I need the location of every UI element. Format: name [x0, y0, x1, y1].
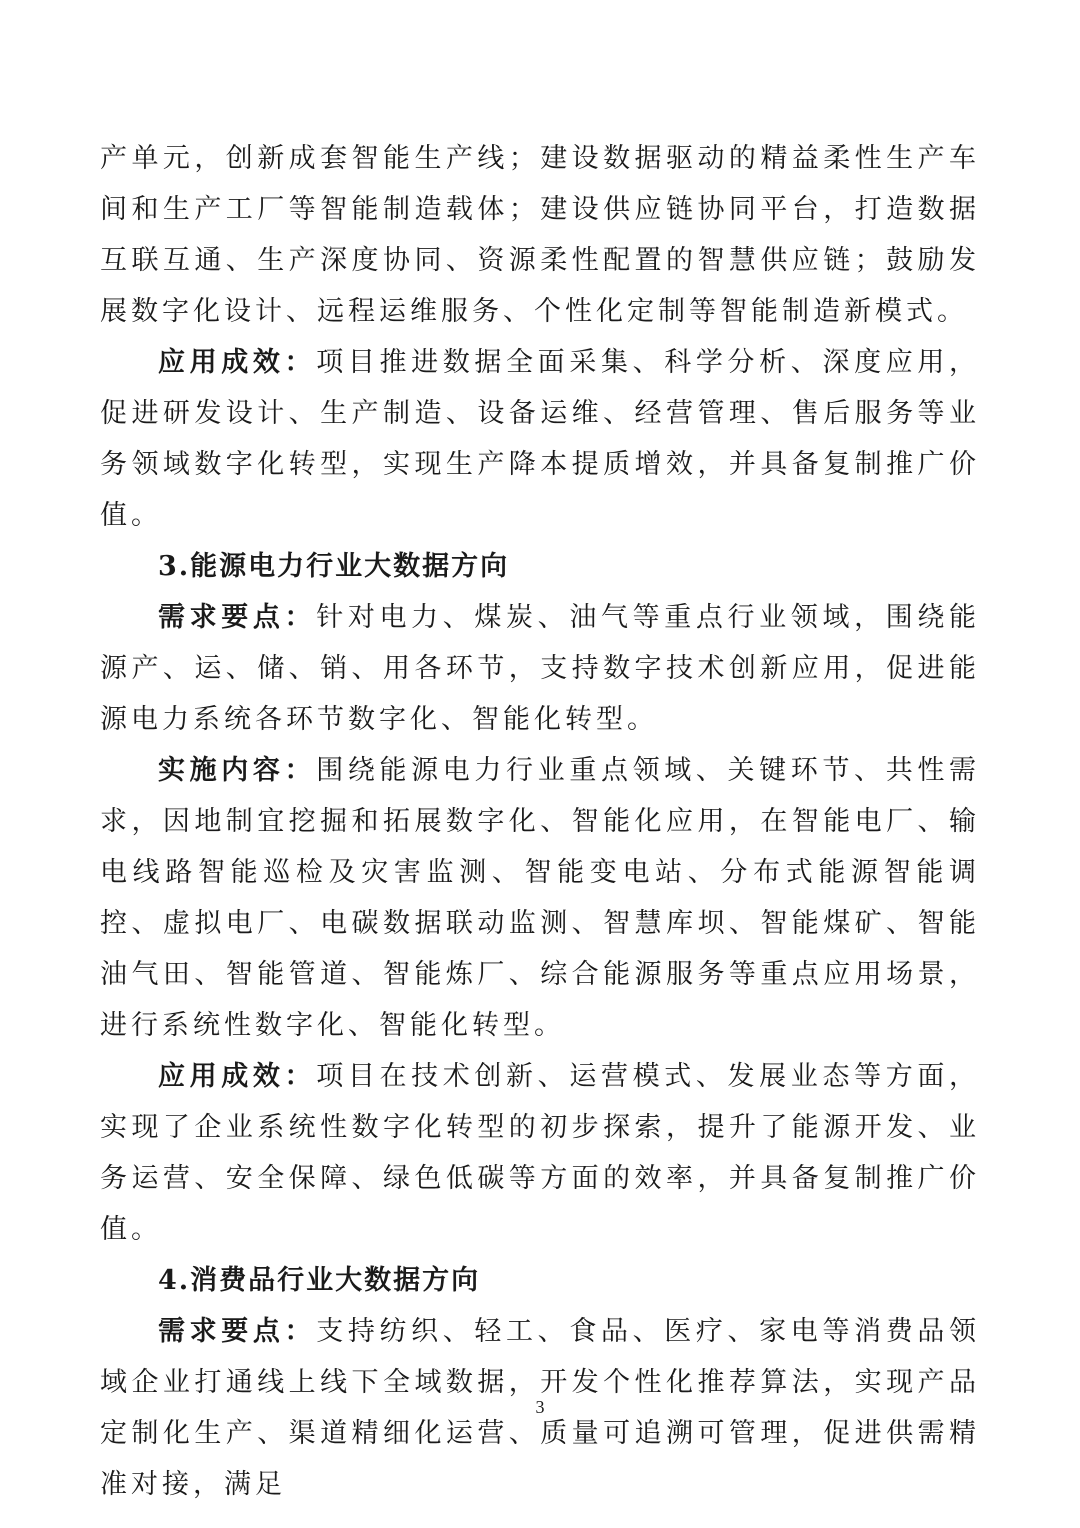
document-body: [100, 133, 980, 1510]
section-heading-consumer-goods: 4.消费品行业大数据方向: [158, 1265, 481, 1296]
paragraph-demand-points: [100, 592, 980, 745]
paragraph-label: 应用成效：: [158, 1061, 317, 1092]
page-number: 3: [535, 1397, 545, 1417]
paragraph-implementation: [100, 745, 980, 1051]
paragraph-label: 需求要点：: [158, 602, 317, 633]
paragraph-application-effect: [100, 337, 980, 541]
paragraph-text: 项目在技术创新、运营模式、发展业态等方面，实现了企业系统性数字化转型的初步探索，提升了能源开发、业务运营、安全保障、绿色低碳等方面的效率，并具备复制推广价值。: [100, 1061, 981, 1245]
paragraph-label: 需求要点：: [158, 1316, 317, 1347]
paragraph-label: 实施内容：: [158, 755, 317, 786]
paragraph-text: 围绕能源电力行业重点领域、关键环节、共性需求，因地制宜挖掘和拓展数字化、智能化应用，在智能电厂、输电线路智能巡检及灾害监测、智能变电站、分布式能源智能调控、虚拟电厂、电碳数据联动监测、智慧库坝、智能煤矿、智能油气田、智能管道、智能炼厂、综合能源服务等重点应用场景，进行系统性数字化、智能化转型。: [100, 755, 981, 1041]
paragraph-text: 支持纺织、轻工、食品、医疗、家电等消费品领域企业打通线上线下全域数据，开发个性化推荐算法，实现产品定制化生产、渠道精细化运营、质量可追溯可管理，促进供需精准对接，满足: [100, 1316, 981, 1500]
paragraph-text: 针对电力、煤炭、油气等重点行业领域，围绕能源产、运、储、销、用各环节，支持数字技术创新应用，促进能源电力系统各环节数字化、智能化转型。: [100, 602, 981, 735]
paragraph-label: 应用成效：: [158, 347, 317, 378]
section-heading-energy: 3.能源电力行业大数据方向: [158, 551, 510, 582]
paragraph-text: 项目推进数据全面采集、科学分析、深度应用，促进研发设计、生产制造、设备运维、经营管理、售后服务等业务领域数字化转型，实现生产降本提质增效，并具备复制推广价值。: [100, 347, 981, 531]
paragraph-continued: 产单元，创新成套智能生产线；建设数据驱动的精益柔性生产车间和生产工厂等智能制造载体；建设供应链协同平台，打造数据互联互通、生产深度协同、资源柔性配置的智慧供应链；鼓励发展数字化设计、远程运维服务、个性化定制等智能制造新模式。: [100, 143, 980, 327]
paragraph-application-effect: [100, 1051, 980, 1255]
